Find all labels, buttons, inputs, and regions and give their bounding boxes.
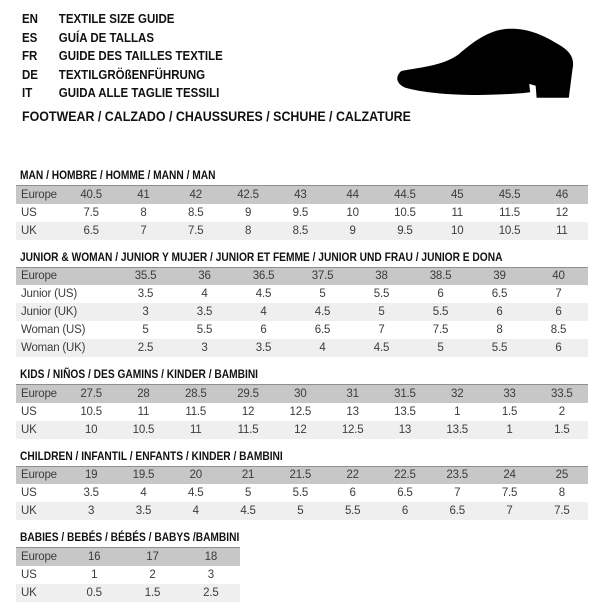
row-label: Europe (21, 550, 57, 563)
table-row (16, 204, 588, 222)
size-cell: 5.5 (491, 342, 508, 354)
size-cell: 2.5 (137, 342, 154, 354)
size-cell: 18 (204, 550, 218, 563)
row-label: Woman (US) (21, 324, 86, 336)
size-cell: 7 (555, 288, 562, 300)
size-cell: 4 (260, 306, 267, 318)
language-row (22, 47, 223, 66)
size-table (16, 466, 588, 521)
size-cell: 25 (555, 469, 569, 482)
table-row (16, 502, 588, 520)
size-cell: 1 (454, 405, 461, 418)
size-cell: 3 (88, 505, 95, 517)
language-row (22, 84, 223, 103)
size-cell: 32 (451, 387, 464, 400)
size-cell: 3.5 (255, 342, 272, 354)
size-cell: 24 (503, 469, 516, 482)
size-cell: 31 (346, 387, 359, 400)
size-cell: 6.5 (491, 288, 508, 300)
row-label: US (21, 487, 37, 499)
size-table (16, 267, 588, 358)
language-row (22, 10, 223, 29)
table-row (16, 421, 588, 439)
size-cell: 4.5 (188, 487, 204, 499)
row-label: Europe (21, 387, 57, 400)
language-row (22, 29, 223, 48)
size-cell: 4 (140, 487, 147, 499)
size-cell: 11.5 (237, 423, 259, 436)
size-cell: 4 (319, 342, 326, 354)
table-row (16, 285, 588, 303)
language-code: ES (22, 30, 38, 45)
size-cell: 44 (346, 188, 359, 201)
size-cell: 16 (87, 550, 101, 563)
size-cell: 6.5 (314, 324, 331, 336)
size-cell: 4 (192, 505, 199, 517)
language-label: GUIDE DES TAILLES TEXTILE (58, 49, 223, 64)
size-cell: 35.5 (134, 270, 157, 283)
row-label: Europe (21, 469, 57, 482)
size-cell: 11 (451, 206, 463, 219)
row-label: Europe (21, 188, 57, 201)
size-tables (0, 158, 600, 602)
table-row (16, 566, 240, 584)
size-cell: 33 (503, 387, 516, 400)
language-label: GUIDA ALLE TAGLIE TESSILI (58, 86, 220, 101)
size-cell: 30 (294, 387, 307, 400)
size-cell: 7 (378, 324, 385, 336)
size-cell: 10 (346, 206, 359, 219)
size-cell: 41 (137, 188, 150, 201)
size-table-section (0, 367, 600, 439)
size-cell: 11 (189, 423, 202, 436)
size-cell: 3 (142, 306, 149, 318)
size-cell: 4.5 (314, 306, 331, 318)
row-label: UK (21, 586, 37, 599)
size-cell: 7.5 (501, 487, 518, 499)
table-row (16, 466, 588, 484)
table-row (16, 548, 240, 566)
size-cell: 8 (244, 224, 252, 237)
size-table (16, 185, 588, 240)
size-cell: 9 (244, 206, 252, 219)
size-cell: 8 (496, 324, 503, 336)
size-cell: 3.5 (83, 487, 99, 499)
table-row (16, 484, 588, 502)
shoe-icon (388, 14, 584, 106)
size-cell: 13 (398, 423, 412, 436)
size-cell: 1.5 (144, 586, 161, 599)
size-cell: 13.5 (446, 423, 469, 436)
table-title: CHILDREN / INFANTIL / ENFANTS / KINDER / BAMBINI (20, 448, 283, 463)
size-cell: 8.5 (550, 324, 567, 336)
size-cell: 10.5 (132, 423, 155, 436)
row-label: US (21, 568, 37, 581)
size-cell: 6.5 (83, 224, 99, 237)
language-label: TEXTILGRÖßENFÜHRUNG (58, 67, 206, 82)
size-table (16, 384, 588, 439)
size-cell: 21 (241, 469, 255, 482)
language-row (22, 66, 223, 85)
table-title: BABIES / BEBÉS / BÉBÉS / BABYS /BAMBINI (20, 530, 240, 544)
size-cell: 3.5 (135, 505, 152, 517)
row-label: US (21, 206, 37, 219)
row-label: Europe (21, 270, 57, 283)
size-cell: 4.5 (373, 342, 390, 354)
size-cell: 43 (294, 188, 307, 201)
size-cell: 31.5 (394, 387, 416, 400)
row-label: US (21, 405, 37, 418)
size-cell: 19.5 (132, 469, 155, 482)
size-cell: 0.5 (86, 586, 102, 599)
size-cell: 37.5 (311, 270, 334, 283)
size-cell: 36 (198, 270, 211, 283)
table-title: JUNIOR & WOMAN / JUNIOR Y MUJER / JUNIOR ET FEMME / JUNIOR UND FRAU / JUNIOR E DONA (20, 249, 503, 264)
size-cell: 9 (349, 224, 356, 237)
size-cell: 44.5 (394, 188, 416, 201)
size-cell: 10.5 (80, 405, 102, 418)
size-cell: 5 (378, 306, 385, 318)
size-cell: 1 (91, 568, 98, 581)
table-row (16, 385, 588, 403)
size-cell: 7.5 (83, 206, 99, 219)
size-cell: 5 (437, 342, 444, 354)
size-cell: 12.5 (341, 423, 364, 436)
size-table-section (0, 250, 600, 358)
size-cell: 6.5 (397, 487, 413, 499)
table-row (16, 339, 588, 357)
size-cell: 5 (297, 505, 304, 517)
size-cell: 42.5 (237, 188, 259, 201)
size-cell: 7.5 (554, 505, 570, 517)
size-cell: 5.5 (344, 505, 361, 517)
size-cell: 27.5 (80, 387, 102, 400)
size-table-section (0, 449, 600, 521)
size-cell: 5.5 (373, 288, 390, 300)
size-cell: 40 (552, 270, 565, 283)
size-cell: 6 (260, 324, 267, 336)
size-cell: 13.5 (394, 405, 416, 418)
size-cell: 4.5 (255, 288, 272, 300)
size-cell: 1 (506, 423, 513, 436)
size-cell: 45 (451, 188, 464, 201)
size-table-section (0, 168, 600, 240)
size-cell: 42 (189, 188, 202, 201)
table-title: KIDS / NIÑOS / DES GAMINS / KINDER / BAMBINI (20, 367, 259, 381)
size-cell: 7.5 (188, 224, 204, 237)
table-row (16, 403, 588, 421)
row-label: UK (21, 423, 37, 436)
size-cell: 8 (558, 487, 565, 499)
size-cell: 5.5 (292, 487, 309, 499)
size-cell: 12.5 (289, 405, 312, 418)
size-cell: 7.5 (432, 324, 449, 336)
size-cell: 5.5 (196, 324, 213, 336)
size-cell: 40.5 (80, 188, 102, 201)
size-cell: 29.5 (237, 387, 259, 400)
table-row (16, 186, 588, 204)
size-cell: 9.5 (292, 206, 309, 219)
size-table (16, 547, 240, 602)
size-cell: 33.5 (551, 387, 573, 400)
size-cell: 6 (555, 342, 562, 354)
size-cell: 3 (201, 342, 208, 354)
size-cell: 11 (556, 224, 568, 237)
language-code: DE (22, 67, 38, 82)
size-table-section (0, 530, 600, 602)
size-cell: 8 (140, 206, 147, 219)
table-row (16, 222, 588, 240)
language-code: FR (22, 49, 38, 64)
row-label: Junior (UK) (21, 306, 77, 318)
size-cell: 11.5 (499, 206, 520, 219)
table-row (16, 584, 240, 602)
size-cell: 2.5 (203, 586, 219, 599)
size-cell: 28 (137, 387, 150, 400)
size-cell: 12 (294, 423, 307, 436)
size-cell: 6.5 (449, 505, 465, 517)
row-label: UK (21, 224, 37, 237)
size-cell: 6 (496, 306, 503, 318)
language-label: GUÍA DE TALLAS (58, 30, 154, 45)
size-cell: 5 (319, 288, 326, 300)
language-code: EN (22, 12, 38, 27)
size-cell: 22.5 (394, 469, 416, 482)
size-cell: 21.5 (289, 469, 312, 482)
size-cell: 4 (201, 288, 208, 300)
size-cell: 8.5 (292, 224, 309, 237)
size-cell: 38.5 (429, 270, 452, 283)
size-cell: 6 (401, 505, 409, 517)
size-cell: 10.5 (394, 206, 416, 219)
size-cell: 22 (346, 469, 359, 482)
size-cell: 5.5 (432, 306, 449, 318)
size-cell: 7 (140, 224, 147, 237)
size-cell: 9.5 (397, 224, 413, 237)
size-cell: 11.5 (185, 405, 207, 418)
size-cell: 46 (555, 188, 569, 201)
table-row (16, 303, 588, 321)
language-list (22, 10, 240, 103)
size-cell: 8.5 (188, 206, 204, 219)
size-cell: 12 (555, 206, 569, 219)
size-cell: 7 (506, 505, 513, 517)
size-cell: 39 (493, 270, 506, 283)
language-code: IT (22, 86, 33, 101)
size-cell: 13 (346, 405, 359, 418)
row-label: UK (21, 505, 37, 517)
size-cell: 45.5 (498, 188, 521, 201)
size-cell: 20 (189, 469, 202, 482)
size-cell: 4.5 (240, 505, 256, 517)
size-cell: 2 (558, 405, 565, 418)
size-cell: 3.5 (137, 288, 154, 300)
size-cell: 6 (437, 288, 444, 300)
size-cell: 10 (84, 423, 98, 436)
size-cell: 23.5 (446, 469, 469, 482)
table-row (16, 321, 588, 339)
size-cell: 19 (84, 469, 98, 482)
size-cell: 3 (207, 568, 214, 581)
size-cell: 38 (375, 270, 388, 283)
size-cell: 17 (146, 550, 159, 563)
size-cell: 12 (241, 405, 255, 418)
size-cell: 1.5 (554, 423, 570, 436)
language-label: TEXTILE SIZE GUIDE (58, 12, 175, 27)
table-title: MAN / HOMBRE / HOMME / MANN / MAN (20, 168, 216, 182)
size-cell: 3.5 (196, 306, 213, 318)
size-cell: 5 (244, 487, 252, 499)
size-cell: 28.5 (184, 387, 207, 400)
size-cell: 6 (555, 306, 562, 318)
category-line: FOOTWEAR / CALZADO / CHAUSSURES / SCHUHE / CALZATURE (22, 109, 411, 124)
size-cell: 1.5 (501, 405, 518, 418)
size-cell: 2 (149, 568, 156, 581)
size-cell: 7 (454, 487, 461, 499)
size-cell: 6 (349, 487, 356, 499)
size-cell: 11 (137, 405, 150, 418)
size-cell: 5 (142, 324, 149, 336)
row-label: Woman (UK) (21, 342, 86, 354)
table-row (16, 267, 588, 285)
size-cell: 10 (451, 224, 464, 237)
size-cell: 10.5 (498, 224, 521, 237)
size-cell: 36.5 (252, 270, 275, 283)
row-label: Junior (US) (21, 288, 77, 300)
